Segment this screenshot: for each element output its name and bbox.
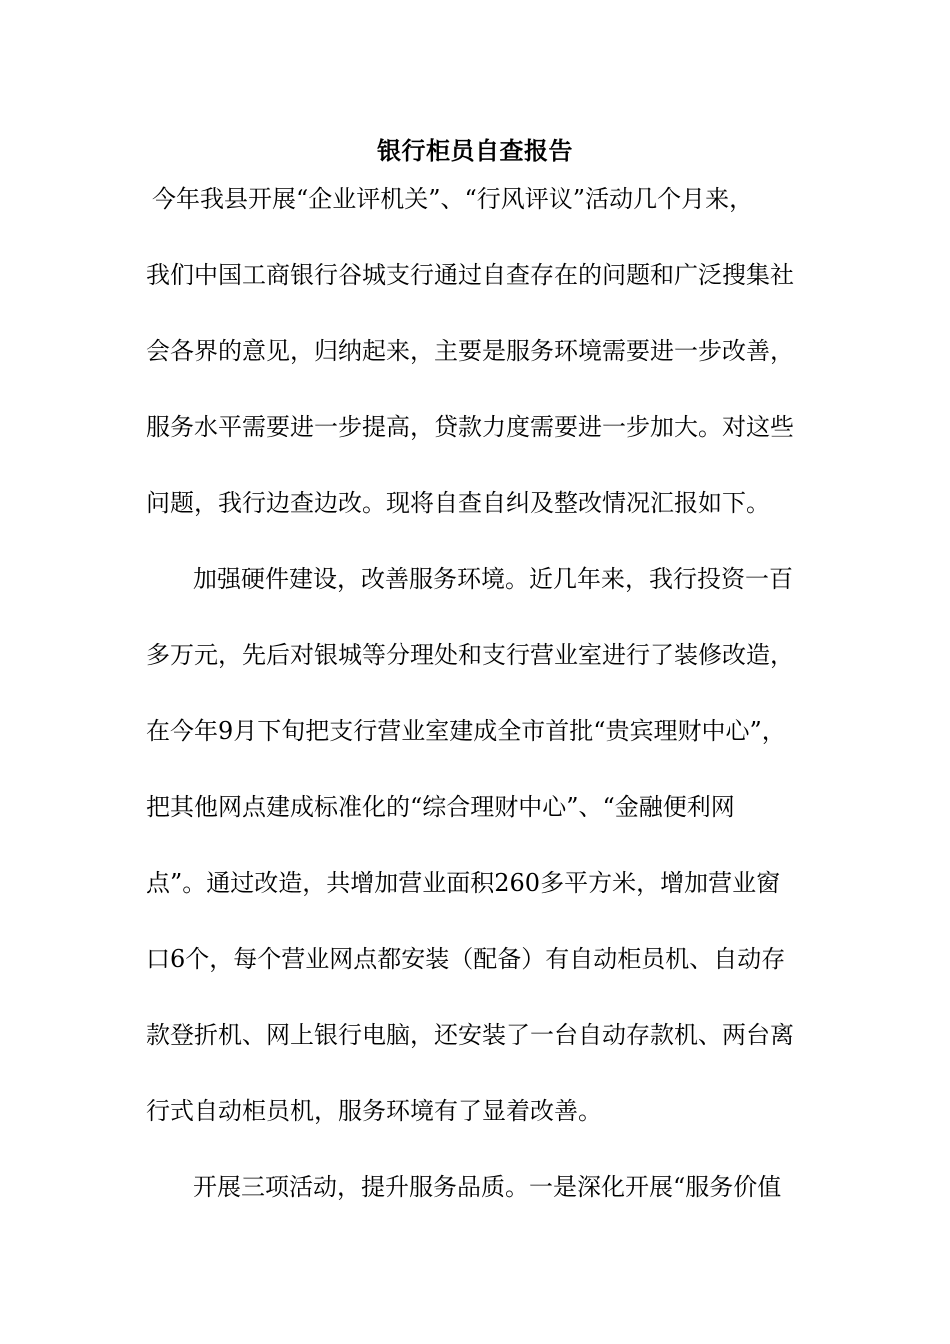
paragraph-1-line-3: 会各界的意见，归纳起来，主要是服务环境需要进一步改善， <box>146 337 794 365</box>
paragraph-2-line-4: 把其他网点建成标准化的“综合理财中心”、“金融便利网 <box>146 793 735 821</box>
paragraph-2-line-8: 行式自动柜员机，服务环境有了显着改善。 <box>146 1097 602 1125</box>
paragraph-2-line-3: 在今年9月下旬把支行营业室建成全市首批“贵宾理财中心”， <box>146 717 786 745</box>
paragraph-2-line-7: 款登折机、网上银行电脑，还安装了一台自动存款机、两台离 <box>146 1021 794 1049</box>
document-title: 银行柜员自查报告 <box>377 136 573 165</box>
paragraph-2-line-2: 多万元，先后对银城等分理处和支行营业室进行了装修改造， <box>146 641 794 669</box>
paragraph-1-line-2: 我们中国工商银行谷城支行通过自查存在的问题和广泛搜集社 <box>146 261 794 289</box>
paragraph-1-line-1: 今年我县开展“企业评机关”、“行风评议”活动几个月来， <box>152 185 754 213</box>
paragraph-2-line-5: 点”。通过改造，共增加营业面积260多平方米，增加营业窗 <box>146 869 781 897</box>
paragraph-3-line-1: 开展三项活动，提升服务品质。一是深化开展“服务价值 <box>193 1173 782 1201</box>
paragraph-2-line-1: 加强硬件建设，改善服务环境。近几年来，我行投资一百 <box>193 565 793 593</box>
paragraph-2-line-6: 口6个，每个营业网点都安装（配备）有自动柜员机、自动存 <box>146 945 786 973</box>
paragraph-1-line-4: 服务水平需要进一步提高，贷款力度需要进一步加大。对这些 <box>146 413 794 441</box>
paragraph-1-line-5: 问题，我行边查边改。现将自查自纠及整改情况汇报如下。 <box>146 489 770 517</box>
